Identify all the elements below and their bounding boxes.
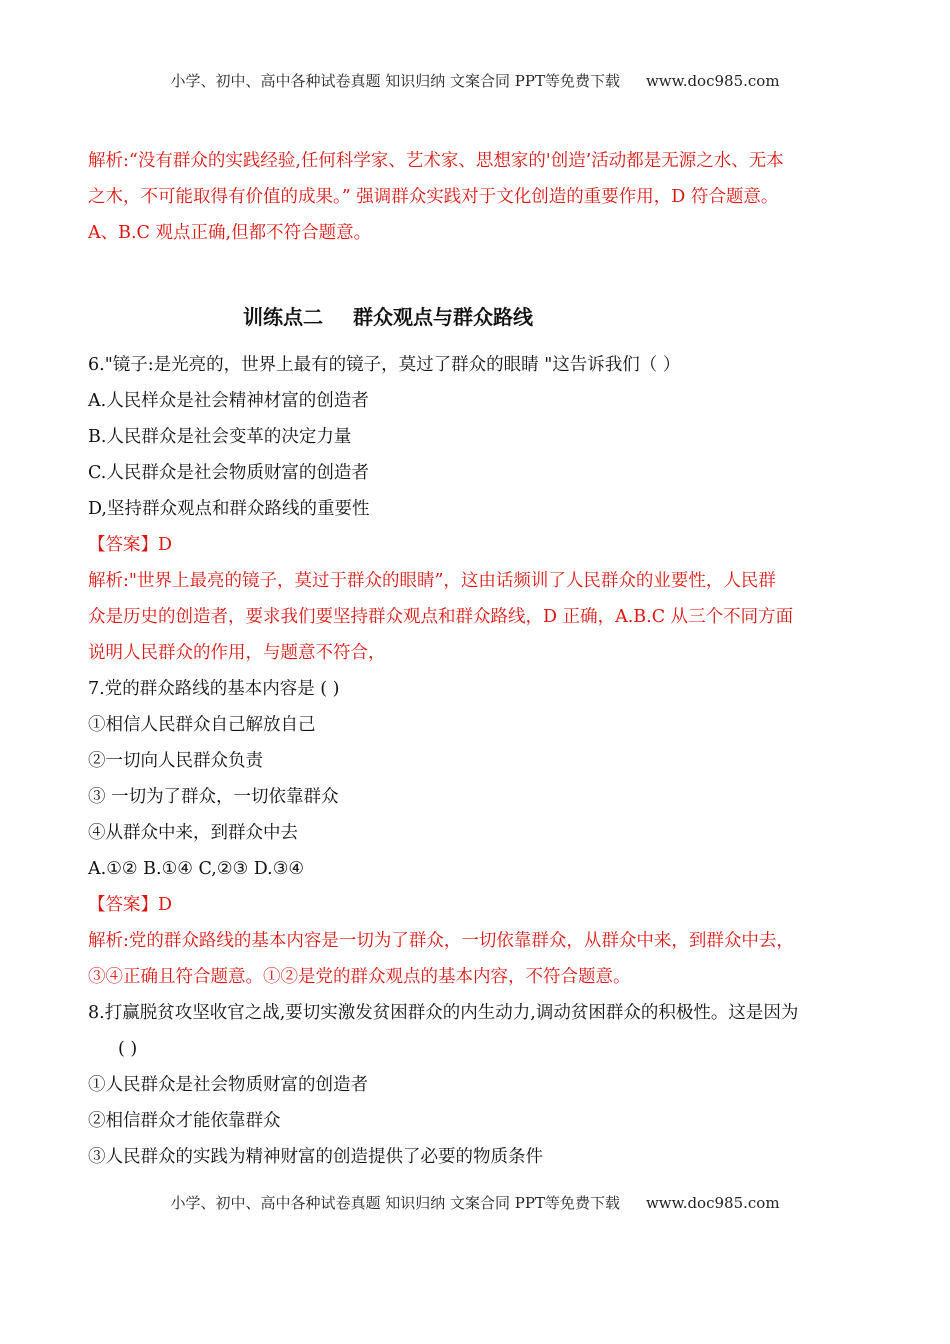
top-analysis (88, 143, 868, 251)
q7-analysis-line: 解析:党的群众路线的基本内容是一切为了群众，一切依靠群众，从群众中来，到群众中去， (88, 931, 794, 951)
q6-stem: 6."镜子:是光亮的，世界上最有的镜子，莫过了群众的眼睛 "这告诉我们（ ） (88, 355, 681, 375)
footer-site: www.doc985.com (645, 1194, 780, 1212)
questions (88, 347, 868, 1175)
section-heading: 群众观点与群众路线 (353, 305, 533, 329)
q7-choices: A.①② B.①④ C,②③ D.③④ (88, 859, 305, 879)
q8-item: ③人民群众的实践为精神财富的创造提供了必要的物质条件 (88, 1147, 543, 1167)
section-label: 训练点二 (243, 305, 323, 329)
analysis-line: 解析:“没有群众的实践经验,任何科学家、艺术家、思想家的'创造’活动都是无源之水、无本 (88, 151, 784, 171)
q8-bracket: ( ) (118, 1039, 138, 1059)
q6-option-c: C.人民群众是社会物质财富的创造者 (88, 463, 369, 483)
footer-text: 小学、初中、高中各种试卷真题 知识归纳 文案合同 PPT等免费下载 (170, 1194, 620, 1212)
header-site: www.doc985.com (645, 72, 780, 90)
page-footer (0, 1192, 950, 1213)
q7-answer: 【答案】D (88, 895, 173, 915)
q8-stem: 8.打赢脱贫攻坚收官之战,要切实激发贫困群众的内生动力,调动贫困群众的积极性。这是因为 (88, 1003, 799, 1023)
analysis-line: 之木，不可能取得有价值的成果。” 强调群众实践对于文化创造的重要作用，D 符合题意。 (88, 187, 779, 207)
analysis-line: A、B.C 观点正确,但都不符合题意。 (88, 223, 372, 243)
q7-analysis-line: ③④正确且符合题意。①②是党的群众观点的基本内容，不符合题意。 (88, 967, 631, 987)
q6-option-b: B.人民群众是社会变革的决定力量 (88, 427, 352, 447)
q6-analysis-line: 众是历史的创造者，要求我们要坚持群众观点和群众路线，D 正确，A.B.C 从三个不同方面 (88, 607, 794, 627)
q6-answer: 【答案】D (88, 535, 173, 555)
q7-stem: 7.党的群众路线的基本内容是 ( ) (88, 679, 340, 699)
q8-item: ①人民群众是社会物质财富的创造者 (88, 1075, 368, 1095)
q8-item: ②相信群众才能依靠群众 (88, 1111, 281, 1131)
q7-item: ①相信人民群众自己解放自己 (88, 715, 316, 735)
header-text: 小学、初中、高中各种试卷真题 知识归纳 文案合同 PPT等免费下载 (170, 72, 620, 90)
q6-analysis-line: 说明人民群众的作用，与题意不符合， (88, 643, 386, 663)
q6-analysis-line: 解析:"世界上最亮的镜子，莫过于群众的眼睛”，这由话频训了人民群众的业要性，人民群 (88, 571, 776, 591)
q7-item: ②一切向人民群众负责 (88, 751, 263, 771)
q6-option-d: D,坚持群众观点和群众路线的重要性 (88, 499, 370, 519)
q7-item: ④从群众中来，到群众中去 (88, 823, 298, 843)
page-header (0, 70, 950, 91)
q7-item: ③ 一切为了群众，一切依靠群众 (88, 787, 339, 807)
q6-option-a: A.人民样众是社会精神材富的创造者 (88, 391, 369, 411)
section-title (243, 301, 533, 330)
